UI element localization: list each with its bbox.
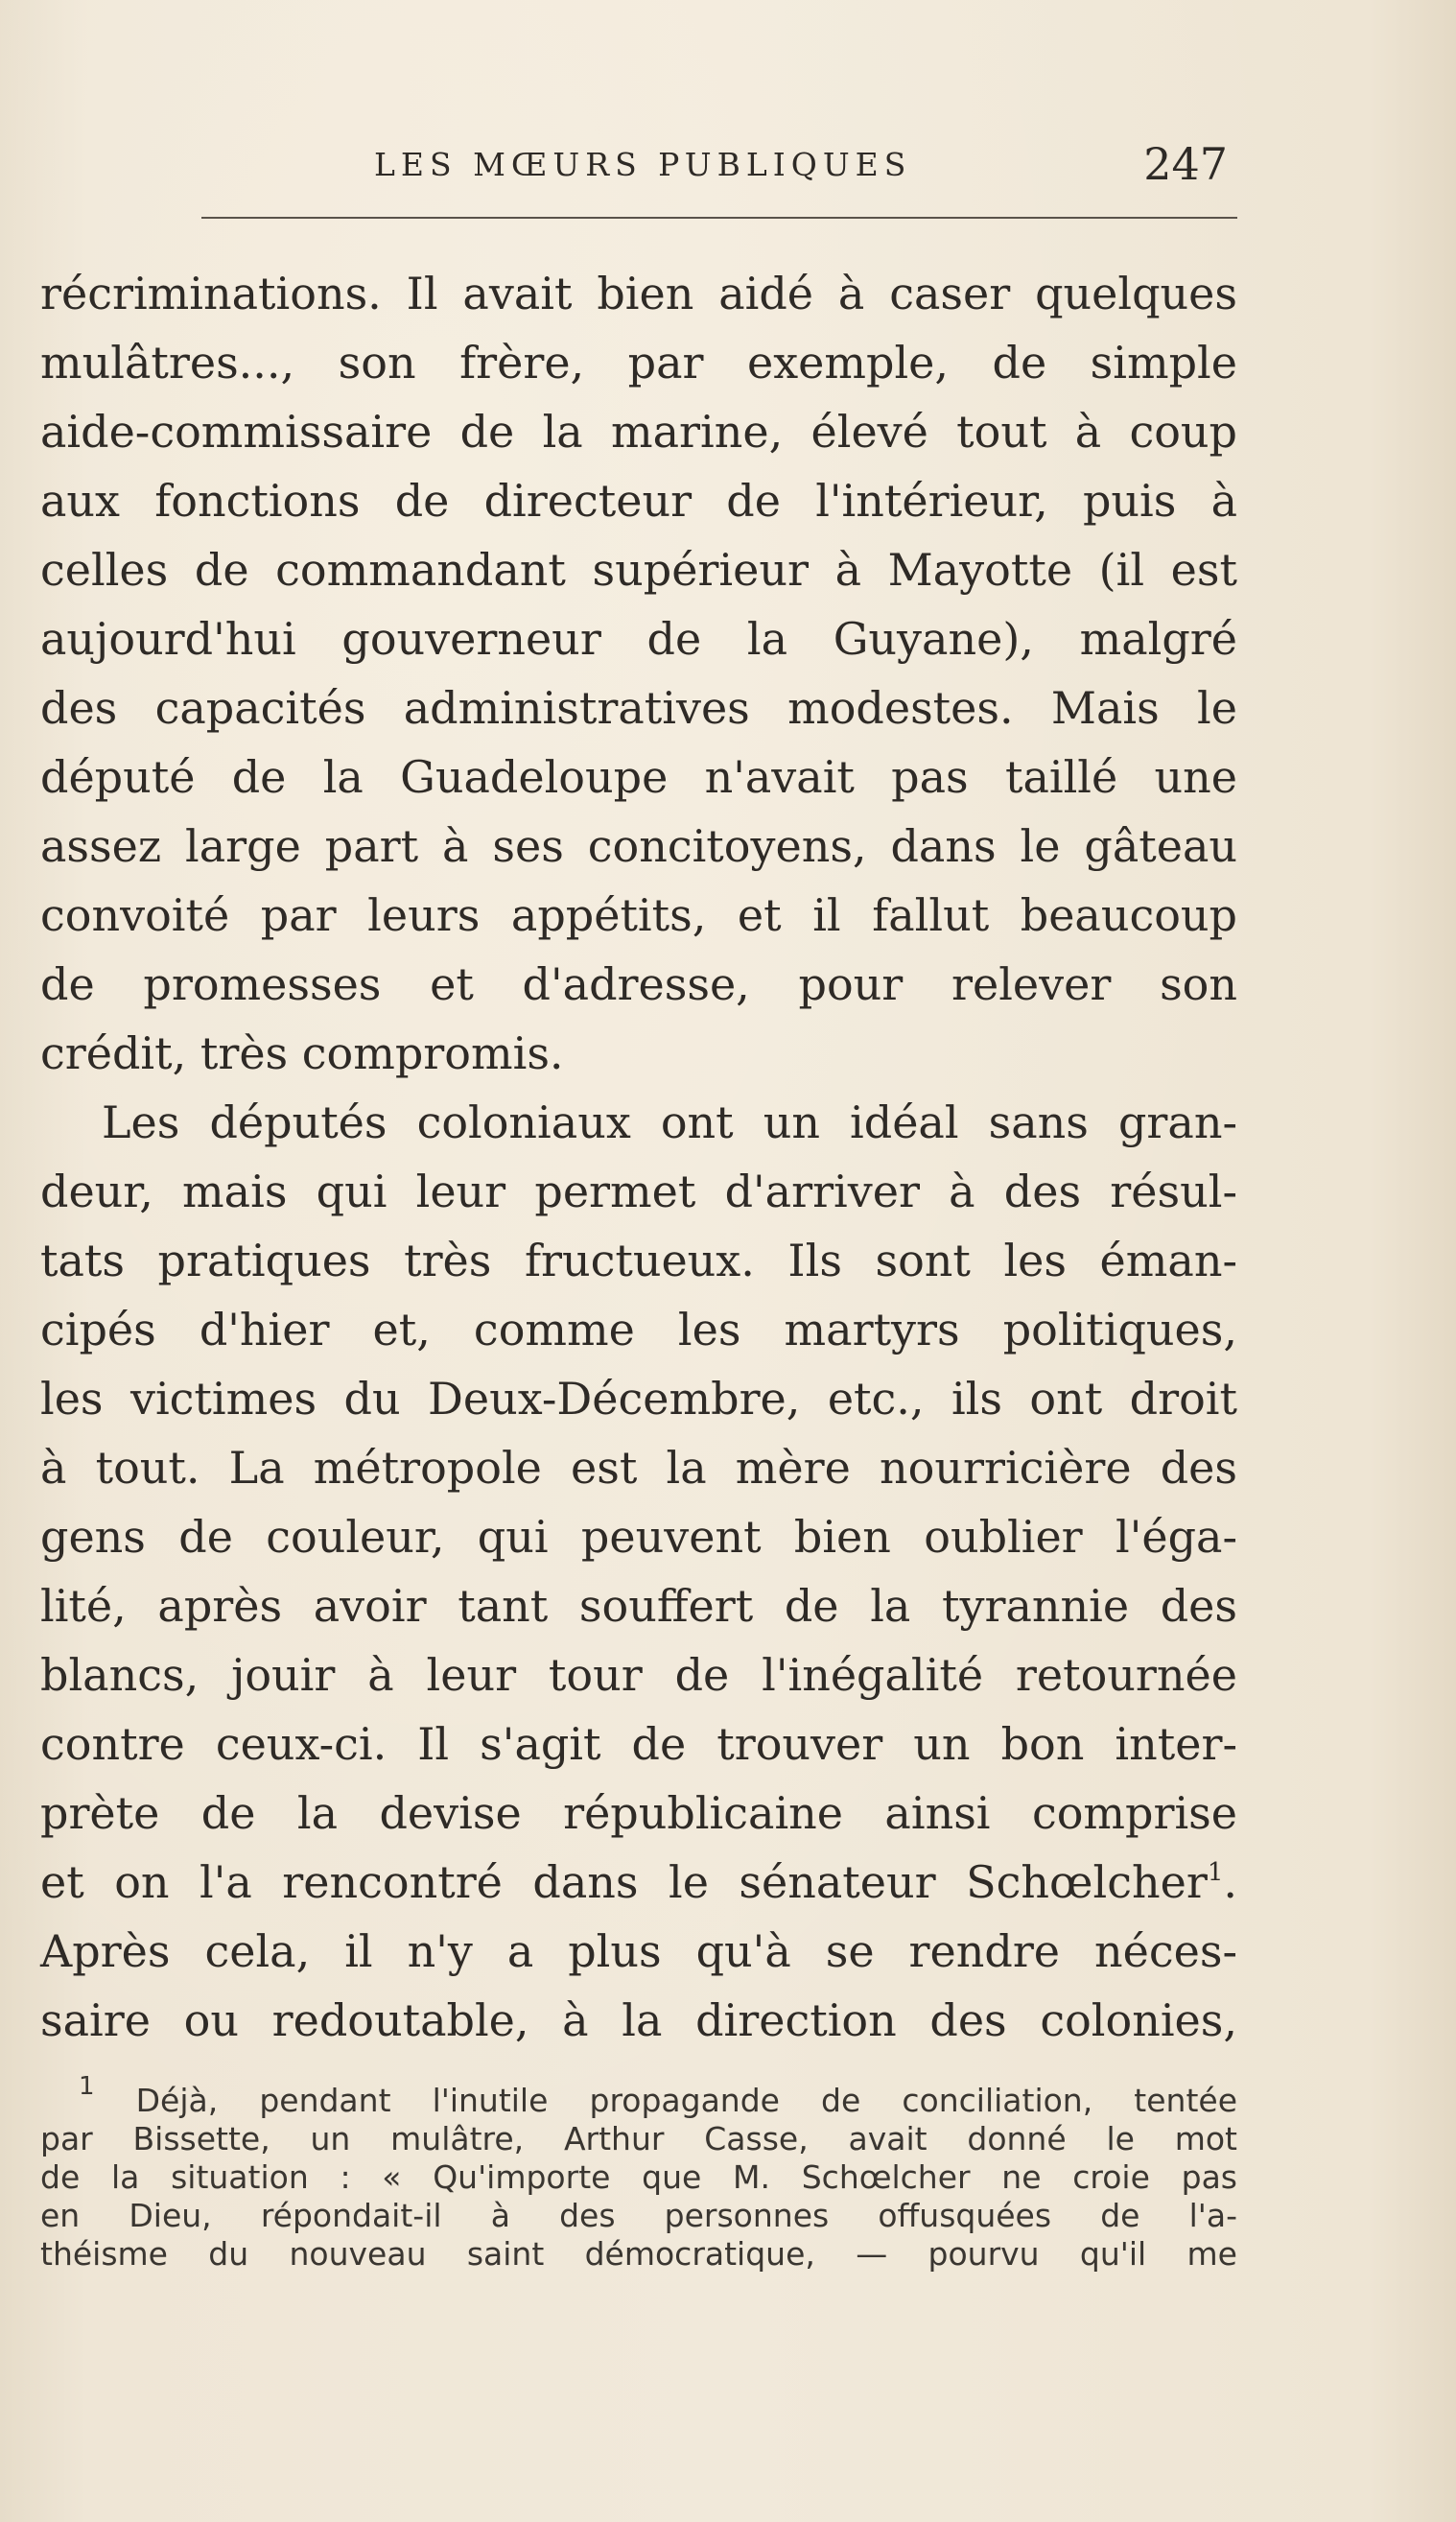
text-line: tats pratiques très fructueux. Ils sont les éman- — [40, 1235, 1237, 1286]
line-end-punctuation: . — [1223, 1856, 1237, 1908]
body-text — [40, 259, 1237, 2055]
text-line: aide-commissaire de la marine, élevé tout à coup — [40, 406, 1237, 458]
text-line: convoité par leurs appétits, et il fallut beaucoup — [40, 889, 1237, 941]
text-line: lité, après avoir tant souffert de la tyrannie des — [40, 1580, 1237, 1632]
text-line: des capacités administratives modestes. Mais le — [40, 682, 1237, 734]
text-line: blancs, jouir à leur tour de l'inégalité retournée — [40, 1649, 1237, 1701]
page-number: 247 — [1143, 138, 1228, 190]
paragraph-start-line: Les députés coloniaux ont un idéal sans gran- — [102, 1096, 1237, 1148]
text-line: aujourd'hui gouverneur de la Guyane), malgré — [40, 613, 1237, 665]
text-line: contre ceux-ci. Il s'agit de trouver un bon inter- — [40, 1718, 1237, 1770]
text-line: récriminations. Il avait bien aidé à caser quelques — [40, 268, 1237, 319]
text-line-with-footnote-ref — [40, 1848, 1237, 1917]
footnote-line: de la situation : « Qu'importe que M. Schœlcher ne croie pas — [40, 2158, 1237, 2196]
footnote-line: théisme du nouveau saint démocratique, — pourvu qu'il me — [40, 2235, 1237, 2273]
text-line: aux fonctions de directeur de l'intérieur, puis à — [40, 475, 1237, 527]
text-line: gens de couleur, qui peuvent bien oublier l'éga- — [40, 1511, 1237, 1563]
footnote-line-text: Déjà, pendant l'inutile propagande de conciliation, tentée — [135, 2082, 1237, 2119]
text-line: prète de la devise républicaine ainsi comprise — [40, 1787, 1237, 1839]
text-line: à tout. La métropole est la mère nourricière des — [40, 1442, 1237, 1494]
text-line: mulâtres..., son frère, par exemple, de simple — [40, 337, 1237, 389]
text-line: crédit, très compromis. — [40, 1027, 564, 1079]
running-title: LES MŒURS PUBLIQUES — [374, 146, 912, 183]
text-line: celles de commandant supérieur à Mayotte (il est — [40, 544, 1237, 596]
footnote-line: en Dieu, répondait-il à des personnes offusquées de l'a- — [40, 2197, 1237, 2234]
text-line: de promesses et d'adresse, pour relever son — [40, 958, 1237, 1010]
text-line: les victimes du Deux-Décembre, etc., ils ont droit — [40, 1373, 1237, 1425]
text-line: Après cela, il n'y a plus qu'à se rendre néces- — [40, 1925, 1237, 1977]
text-line: deur, mais qui leur permet d'arriver à des résul- — [40, 1166, 1237, 1217]
header-rule — [201, 217, 1237, 219]
text-line: assez large part à ses concitoyens, dans le gâteau — [40, 820, 1237, 872]
text-line-content: et on l'a rencontré dans le sénateur Schœlcher — [40, 1856, 1208, 1908]
page-header — [201, 134, 1237, 201]
footnote-line: par Bissette, un mulâtre, Arthur Casse, avait donné le mot — [40, 2120, 1237, 2157]
footnote-marker: 1 — [79, 2072, 95, 2101]
text-line: député de la Guadeloupe n'avait pas taillé une — [40, 751, 1237, 803]
footnote — [40, 2072, 1237, 2274]
footnote-line — [40, 2072, 1237, 2120]
text-line: cipés d'hier et, comme les martyrs politiques, — [40, 1304, 1237, 1355]
text-line: saire ou redoutable, à la direction des colonies, — [40, 1994, 1237, 2046]
footnote-reference[interactable]: 1 — [1207, 1858, 1224, 1887]
